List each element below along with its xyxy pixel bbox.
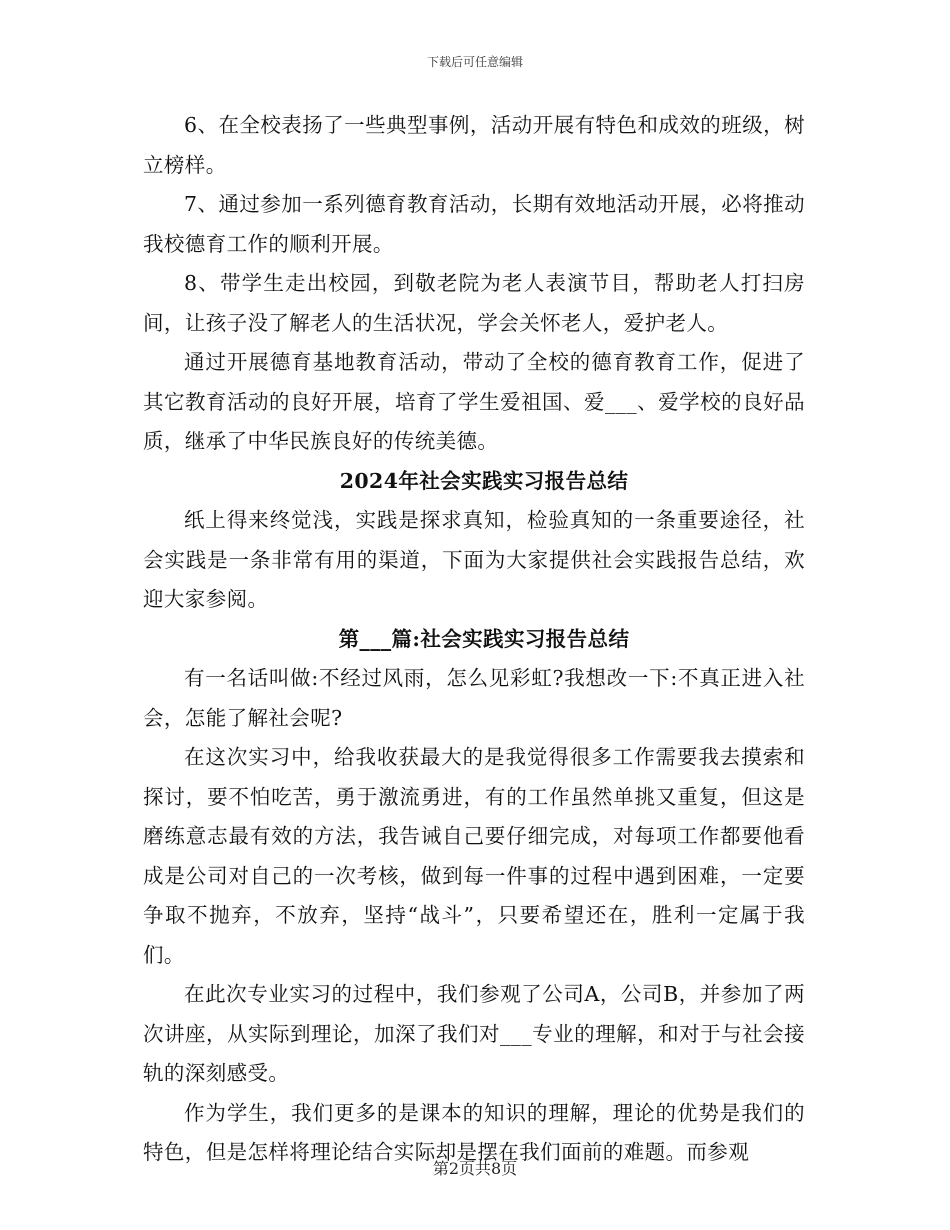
intro-paragraph: 纸上得来终觉浅，实践是探求真知，检验真知的一条重要途径，社会实践是一条非常有用的渠道，下面为大家提供社会实践报告总结，欢迎大家参阅。 [143, 508, 805, 611]
page-footer: 第2页共8页 [432, 1159, 518, 1178]
body-paragraph: 作为学生，我们更多的是课本的知识的理解，理论的优势是我们的特色，但是怎样将理论结合实际却是摆在我们面前的难题。而参观 [143, 1100, 805, 1164]
body-paragraph: 有一名话叫做:不经过风雨，怎么见彩虹?我想改一下:不真正进入社会，怎能了解社会呢? [143, 666, 805, 730]
paragraph-conclusion: 通过开展德育基地教育活动，带动了全校的德育教育工作，促进了其它教育活动的良好开展，培育了学生爱祖国、爱___、爱学校的良好品质，继承了中华民族良好的传统美德。 [143, 350, 805, 453]
paragraph-item-6: 6、在全校表扬了一些典型事例，活动开展有特色和成效的班级，树立榜样。 [143, 113, 805, 177]
section-title: 2024年社会实践实习报告总结 [339, 468, 629, 493]
body-paragraph: 在此次专业实习的过程中，我们参观了公司A，公司B，并参加了两次讲座，从实际到理论，加深了我们对___专业的理解，和对于与社会接轨的深刻感受。 [143, 982, 805, 1085]
page-header: 下载后可任意编辑 [426, 55, 523, 69]
paragraph-item-7: 7、通过参加一系列德育教育活动，长期有效地活动开展，必将推动我校德育工作的顺利开展。 [143, 192, 805, 256]
subsection-title: 第___篇:社会实践实习报告总结 [338, 626, 630, 651]
document-body [143, 106, 805, 1173]
paragraph-item-8: 8、带学生走出校园，到敬老院为老人表演节目，帮助老人打扫房间，让孩子没了解老人的生活状况，学会关怀老人，爱护老人。 [143, 271, 805, 335]
body-paragraph: 在这次实习中，给我收获最大的是我觉得很多工作需要我去摸索和探讨，要不怕吃苦，勇于激流勇进，有的工作虽然单挑又重复，但这是磨练意志最有效的方法，我告诫自己要仔细完成，对每项工作都要他看成是公司对自己的一次考核，做到每一件事的过程中遇到困难，一定要争取不抛弃，不放弃，坚持“战斗”，只要希望还在，胜利一定属于我们。 [143, 745, 805, 967]
